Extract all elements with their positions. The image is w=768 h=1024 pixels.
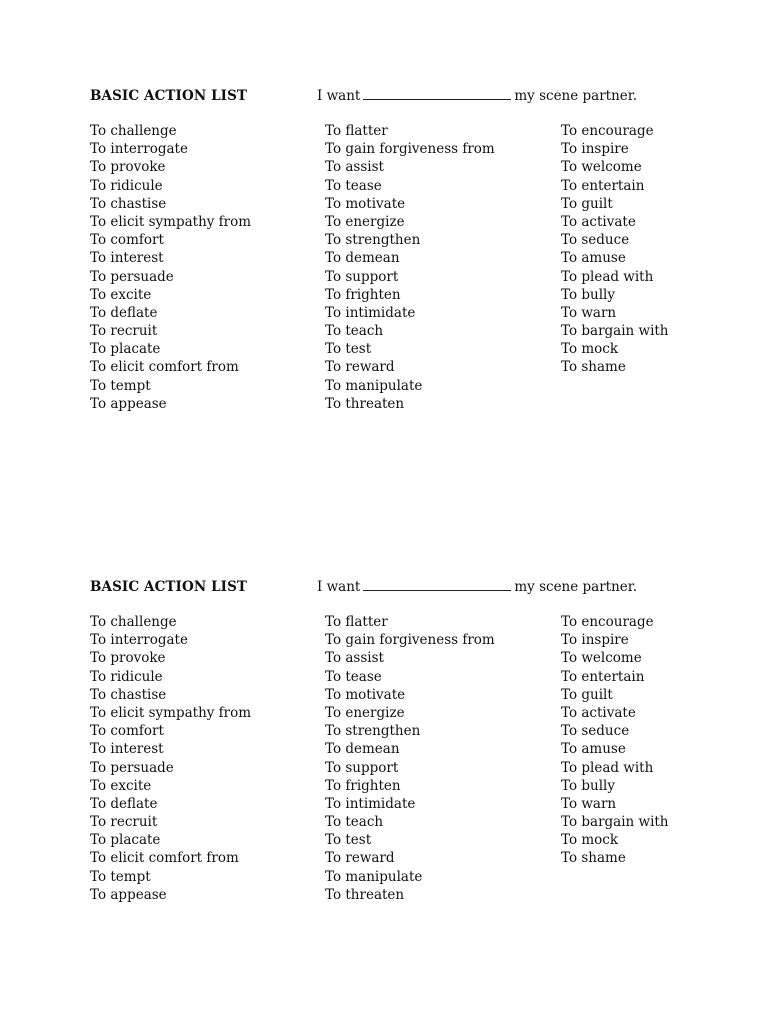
action-item: To bully: [561, 286, 615, 303]
action-item: To interrogate: [90, 632, 188, 649]
action-column-2: [325, 122, 495, 413]
action-item: To recruit: [90, 323, 158, 340]
action-item: To challenge: [90, 123, 177, 139]
prompt-tail-text: my scene partner.: [514, 579, 638, 595]
action-item: To chastise: [90, 195, 167, 212]
sheet-header: [90, 86, 710, 106]
action-item: To comfort: [90, 723, 164, 740]
action-item: To provoke: [90, 650, 166, 667]
action-item: To elicit comfort from: [90, 850, 239, 867]
action-item: To frighten: [325, 777, 401, 794]
action-item: To encourage: [561, 123, 654, 139]
action-item: To elicit sympathy from: [90, 213, 252, 230]
action-item: To elicit sympathy from: [90, 704, 252, 721]
action-item: To bully: [561, 777, 615, 794]
sheet-header: [90, 577, 710, 597]
action-item: To mock: [561, 341, 619, 358]
action-list-sheet: [90, 86, 710, 412]
action-item: To challenge: [90, 614, 177, 630]
action-item: To support: [325, 759, 399, 776]
action-item: To appease: [90, 395, 167, 412]
action-column-1: [90, 613, 251, 904]
action-item: To intimidate: [325, 795, 416, 812]
action-item: To tease: [325, 668, 382, 685]
action-item: To flatter: [325, 123, 388, 139]
action-item: To elicit comfort from: [90, 359, 239, 376]
action-item: To demean: [325, 741, 400, 758]
action-item: To energize: [325, 213, 405, 230]
action-column-2: [325, 613, 495, 904]
action-item: To teach: [325, 814, 384, 831]
action-item: To inspire: [561, 632, 629, 649]
action-column-3: [561, 122, 669, 377]
action-item: To tempt: [90, 377, 151, 394]
action-item: To comfort: [90, 232, 164, 249]
action-item: To guilt: [561, 195, 613, 212]
action-item: To strengthen: [325, 723, 421, 740]
action-item: To tempt: [90, 868, 151, 885]
scene-prompt: [317, 86, 637, 106]
action-item: To welcome: [561, 159, 642, 176]
action-item: To persuade: [90, 268, 174, 285]
action-item: To appease: [90, 886, 167, 903]
action-item: To warn: [561, 795, 617, 812]
action-item: To energize: [325, 704, 405, 721]
scene-prompt: [317, 577, 637, 597]
action-item: To threaten: [325, 395, 405, 412]
action-item: To manipulate: [325, 377, 423, 394]
action-item: To interest: [90, 250, 164, 267]
action-item: To activate: [561, 704, 636, 721]
action-item: To activate: [561, 213, 636, 230]
action-item: To motivate: [325, 686, 406, 703]
action-item: To manipulate: [325, 868, 423, 885]
action-item: To guilt: [561, 686, 613, 703]
action-item: To chastise: [90, 686, 167, 703]
action-item: To inspire: [561, 141, 629, 158]
action-item: To demean: [325, 250, 400, 267]
action-item: To support: [325, 268, 399, 285]
action-item: To ridicule: [90, 177, 163, 194]
action-item: To bargain with: [561, 323, 669, 340]
action-item: To interrogate: [90, 141, 188, 158]
action-item: To deflate: [90, 304, 158, 321]
action-item: To entertain: [561, 668, 645, 685]
action-column-3: [561, 613, 669, 868]
action-item: To intimidate: [325, 304, 416, 321]
action-item: To persuade: [90, 759, 174, 776]
action-item: To reward: [325, 359, 395, 376]
prompt-lead-text: I want: [317, 88, 361, 104]
action-item: To placate: [90, 832, 161, 849]
action-list-sheet: [90, 577, 710, 903]
action-item: To flatter: [325, 614, 388, 630]
action-item: To placate: [90, 341, 161, 358]
fill-in-blank-line: [363, 86, 511, 100]
action-item: To assist: [325, 650, 384, 667]
list-title: BASIC ACTION LIST: [90, 579, 248, 595]
action-item: To excite: [90, 777, 152, 794]
action-item: To tease: [325, 177, 382, 194]
action-item: To shame: [561, 359, 626, 376]
action-item: To frighten: [325, 286, 401, 303]
action-item: To provoke: [90, 159, 166, 176]
action-item: To gain forgiveness from: [325, 141, 495, 158]
action-item: To deflate: [90, 795, 158, 812]
action-item: To teach: [325, 323, 384, 340]
list-title: BASIC ACTION LIST: [90, 88, 248, 104]
action-item: To ridicule: [90, 668, 163, 685]
action-item: To plead with: [561, 268, 654, 285]
action-item: To bargain with: [561, 814, 669, 831]
action-item: To warn: [561, 304, 617, 321]
action-item: To strengthen: [325, 232, 421, 249]
action-item: To mock: [561, 832, 619, 849]
action-item: To test: [325, 341, 372, 358]
action-item: To amuse: [561, 741, 626, 758]
action-item: To assist: [325, 159, 384, 176]
action-item: To plead with: [561, 759, 654, 776]
action-item: To threaten: [325, 886, 405, 903]
action-item: To recruit: [90, 814, 158, 831]
prompt-tail-text: my scene partner.: [514, 88, 638, 104]
action-item: To entertain: [561, 177, 645, 194]
action-item: To seduce: [561, 723, 630, 740]
action-item: To shame: [561, 850, 626, 867]
action-item: To excite: [90, 286, 152, 303]
action-item: To gain forgiveness from: [325, 632, 495, 649]
action-item: To seduce: [561, 232, 630, 249]
action-column-1: [90, 122, 251, 413]
action-item: To reward: [325, 850, 395, 867]
action-item: To interest: [90, 741, 164, 758]
action-item: To test: [325, 832, 372, 849]
action-item: To amuse: [561, 250, 626, 267]
action-item: To motivate: [325, 195, 406, 212]
action-item: To encourage: [561, 614, 654, 630]
prompt-lead-text: I want: [317, 579, 361, 595]
fill-in-blank-line: [363, 577, 511, 591]
action-item: To welcome: [561, 650, 642, 667]
